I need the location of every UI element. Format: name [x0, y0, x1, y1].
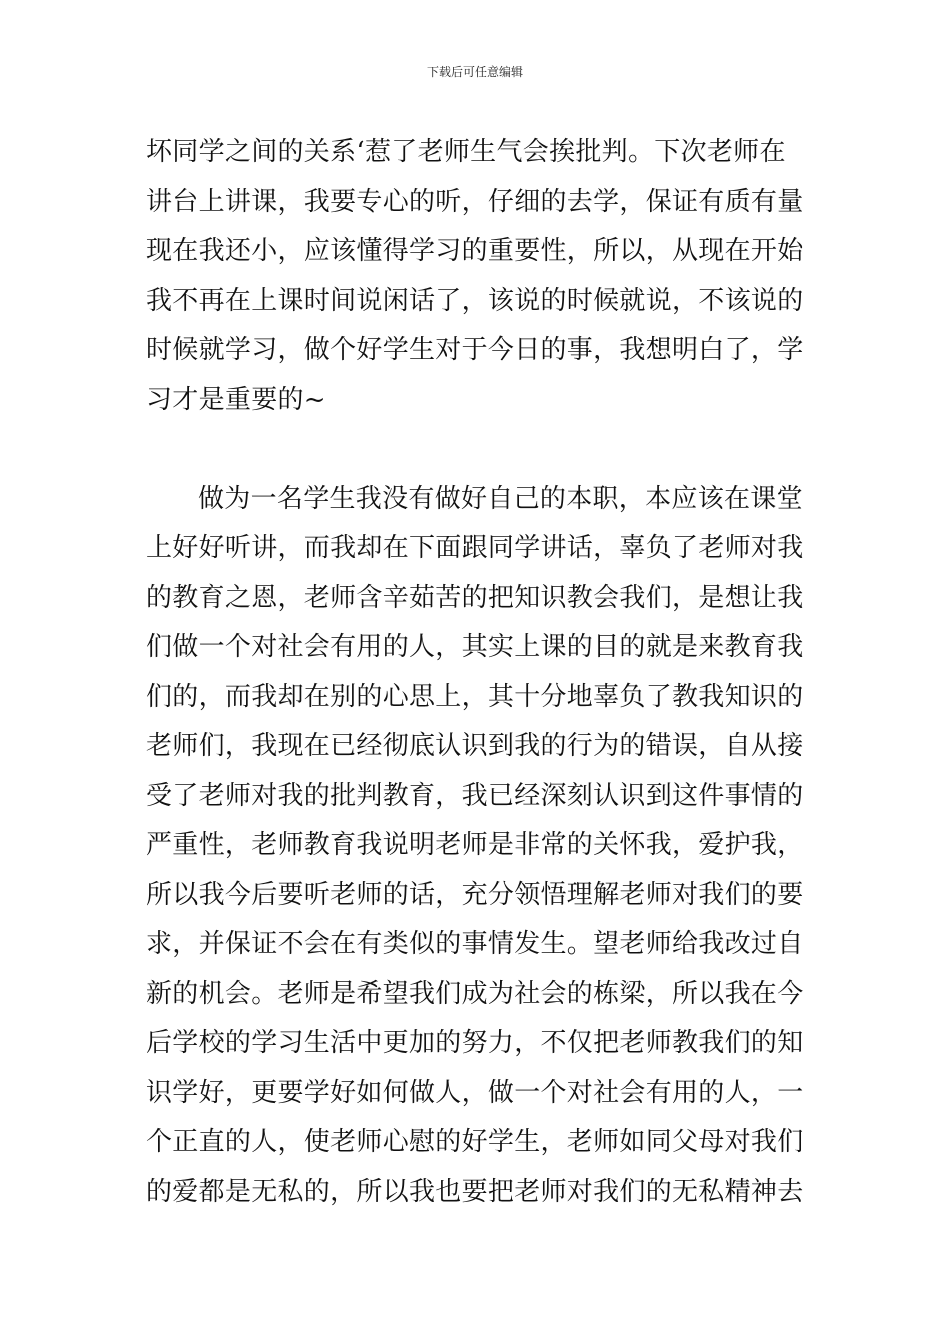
text-line: 受了老师对我的批判教育，我已经深刻认识到这件事情的 [146, 780, 804, 811]
document-body [146, 128, 810, 1217]
text-line-indented: 做为一名学生我没有做好自己的本职，本应该在课堂 [198, 483, 803, 514]
text-line: 们的，而我却在别的心思上，其十分地辜负了教我知识的 [146, 681, 804, 712]
text-line: 讲台上讲课，我要专心的听，仔细的去学，保证有质有量 [146, 186, 804, 217]
text-line: 后学校的学习生活中更加的努力，不仅把老师教我们的知 [146, 1028, 804, 1058]
text-line: 现在我还小，应该懂得学习的重要性，所以，从现在开始 [146, 236, 804, 266]
text-line: 时候就学习，做个好学生对于今日的事，我想明白了，学 [146, 335, 804, 365]
text-line: 新的机会。老师是希望我们成为社会的栋梁，所以我在今 [146, 978, 804, 1009]
text-line: 我不再在上课时间说闲话了，该说的时候就说，不该说的 [146, 285, 804, 316]
text-line: 老师们，我现在已经彻底认识到我的行为的错误，自从接 [146, 731, 804, 761]
text-line: 上好好听讲，而我却在下面跟同学讲话，辜负了老师对我 [146, 533, 804, 563]
text-line: 的教育之恩，老师含辛茹苦的把知识教会我们，是想让我 [146, 582, 804, 613]
page-header: 下载后可任意编辑 [426, 65, 523, 79]
paragraph-1 [146, 128, 810, 425]
text-line: 个正直的人，使老师心慰的好学生，老师如同父母对我们 [146, 1127, 804, 1157]
text-line: 的爱都是无私的，所以我也要把老师对我们的无私精神去 [146, 1176, 804, 1207]
text-line: 坏同学之间的关系‘惹了老师生气会挨批判。下次老师在 [146, 137, 786, 167]
text-line: 求，并保证不会在有类似的事情发生。望老师给我改过自 [146, 929, 804, 959]
text-line: 们做一个对社会有用的人，其实上课的目的就是来教育我 [146, 632, 804, 662]
text-line: 严重性，老师教育我说明老师是非常的关怀我，爱护我， [146, 830, 804, 860]
text-line: 习才是重要的~ [146, 384, 326, 415]
paragraph-2 [146, 475, 810, 1218]
paragraph-gap [146, 425, 810, 475]
text-line: 所以我今后要听老师的话，充分领悟理解老师对我们的要 [146, 879, 804, 910]
text-line: 识学好，更要学好如何做人，做一个对社会有用的人，一 [146, 1077, 804, 1108]
